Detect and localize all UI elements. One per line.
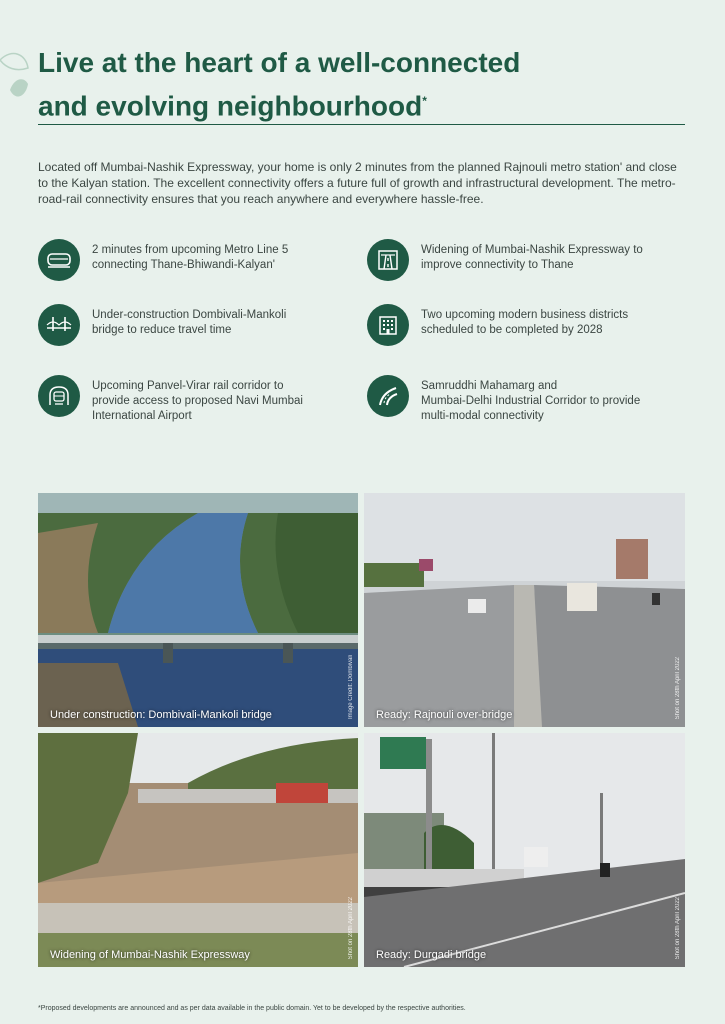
feature-expressway: [367, 239, 661, 281]
river-bridge-photo: [38, 493, 358, 727]
feature-business-district: [367, 304, 661, 346]
title-divider: [38, 124, 685, 125]
photo-credit: Image Credit: Dombivali: [348, 654, 354, 719]
photo-caption: Widening of Mumbai-Nashik Expressway: [50, 949, 250, 961]
footnote-disclaimer: *Proposed developments are announced and as per data available in the public domain. Yet to be developed by the respective authorities.: [38, 1005, 466, 1012]
bridge-icon: [38, 304, 80, 346]
feature-metro: [38, 239, 317, 281]
feature-text-line: scheduled to be completed by 2028: [421, 324, 603, 336]
expressway-road-icon: [367, 239, 409, 281]
feature-text-line: Mumbai-Delhi Industrial Corridor to provide: [421, 395, 641, 407]
title-asterisk: *: [422, 94, 427, 108]
feature-text-line: Widening of Mumbai-Nashik Expressway to: [421, 244, 643, 256]
photo-credit: Shot on 28th April 2022: [675, 656, 681, 719]
feature-bridge: [38, 304, 317, 346]
title-line-1: Live at the heart of a well-connected: [38, 47, 521, 78]
photo-credit: Shot on 28th April 2022: [675, 896, 681, 959]
feature-samruddhi-corridor: [367, 375, 661, 424]
photo-durgadi-bridge: [364, 733, 685, 967]
photo-caption: Ready: Durgadi bridge: [376, 949, 487, 961]
photo-caption: Under construction: Dombivali-Mankoli bridge: [50, 709, 272, 721]
photo-credit: Shot on 28th April 2022: [348, 896, 354, 959]
highway-curve-icon: [367, 375, 409, 417]
photo-dombivali-mankoli-bridge: [38, 493, 358, 727]
feature-text-line: Samruddhi Mahamarg and: [421, 380, 558, 392]
feature-text-line: improve connectivity to Thane: [421, 259, 574, 271]
photo-rajnouli-over-bridge: [364, 493, 685, 727]
durgadi-bridge-photo: [364, 733, 685, 967]
intro-paragraph: Located off Mumbai-Nashik Expressway, your home is only 2 minutes from the planned Rajnouli metro station' and close to the Kalyan station. The excellent connectivity offers a future full of growth and infrastructural development. The metro-road-rail connectivity ensures that you reach anywhere and everywhere hassle-free.: [38, 160, 677, 206]
leaf-decoration-icon: [0, 40, 32, 112]
feature-text-line: provide access to proposed Navi Mumbai: [92, 395, 303, 407]
photo-expressway-widening: [38, 733, 358, 967]
feature-rail-corridor: [38, 375, 317, 424]
office-building-icon: [367, 304, 409, 346]
road-over-bridge-photo: [364, 493, 685, 727]
feature-text-line: connecting Thane-Bhiwandi-Kalyan': [92, 259, 275, 271]
page-title: [38, 44, 638, 125]
feature-text-line: International Airport: [92, 410, 192, 422]
feature-text-line: bridge to reduce travel time: [92, 324, 232, 336]
feature-text-line: Under-construction Dombivali-Mankoli: [92, 309, 287, 321]
feature-text-line: Two upcoming modern business districts: [421, 309, 629, 321]
feature-text-line: 2 minutes from upcoming Metro Line 5: [92, 244, 289, 256]
feature-text-line: multi-modal connectivity: [421, 410, 544, 422]
rail-tunnel-icon: [38, 375, 80, 417]
metro-train-icon: [38, 239, 80, 281]
title-line-2: and evolving neighbourhood: [38, 90, 423, 122]
photo-caption: Ready: Rajnouli over-bridge: [376, 709, 513, 721]
feature-text-line: Upcoming Panvel-Virar rail corridor to: [92, 380, 284, 392]
expressway-widening-photo: [38, 733, 358, 967]
